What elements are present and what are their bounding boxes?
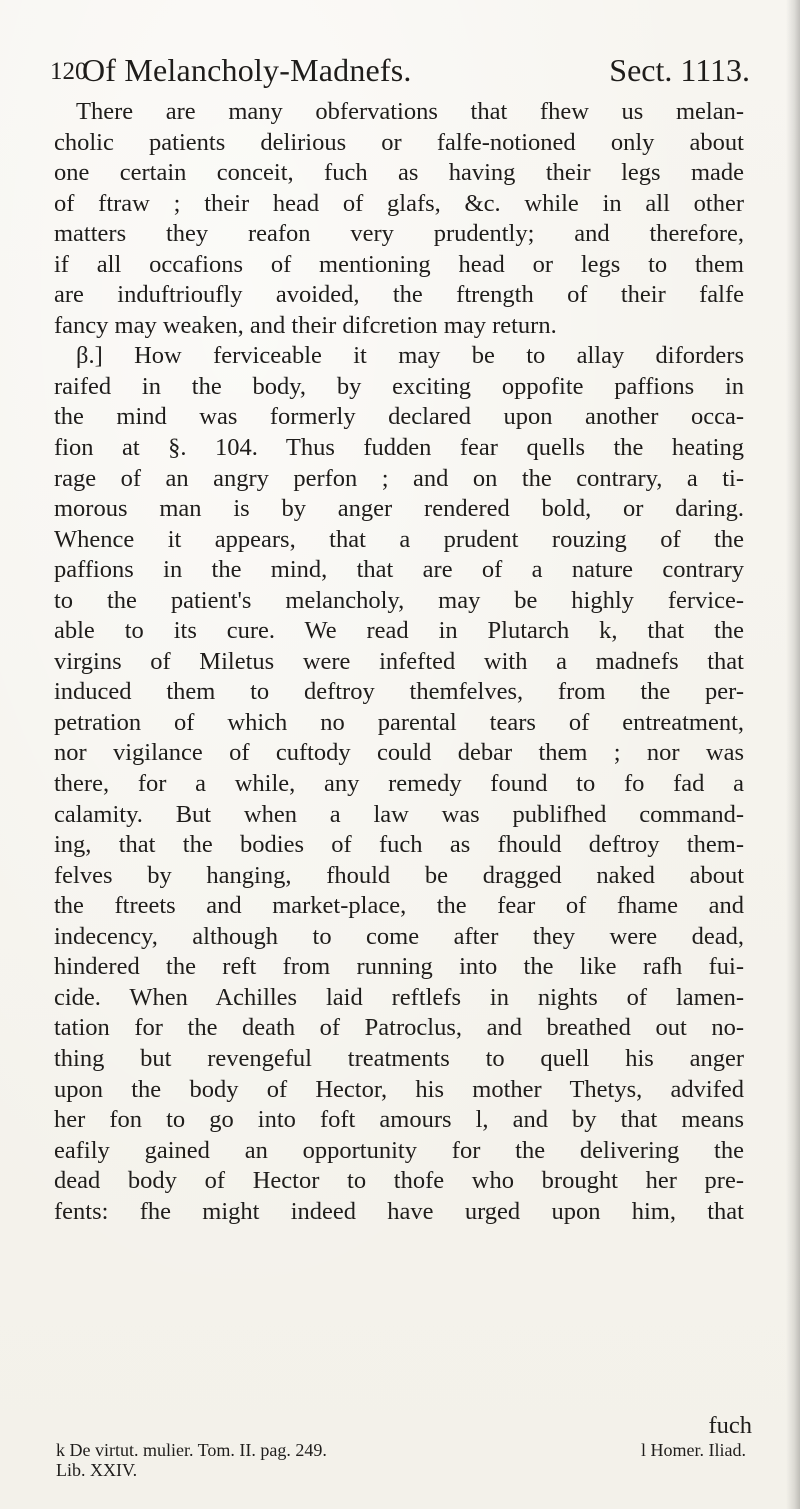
running-title: Of Melancholy-Madnefs. — [82, 52, 412, 88]
text-line: tation for the death of Patroclus, and breathed out no- — [54, 1014, 744, 1042]
text-line: virgins of Miletus were infefted with a madnefs that — [54, 647, 744, 675]
text-line: There are many obfervations that fhew us melan- — [76, 98, 744, 125]
footnote-k-line: Lib. XXIV. — [56, 1460, 138, 1480]
text-line: raifed in the body, by exciting oppofite paffions in — [54, 372, 744, 400]
text-line: dead body of Hector to thofe who brought her pre- — [54, 1167, 744, 1195]
page-header — [50, 50, 750, 90]
body-text — [54, 97, 744, 1227]
text-line: fancy may weaken, and their difcretion may return. — [54, 311, 557, 339]
text-line: morous man is by anger rendered bold, or daring. — [54, 495, 744, 523]
text-line: eafily gained an opportunity for the delivering the — [54, 1136, 744, 1164]
page-number: 120 — [50, 58, 88, 85]
text-line: hindered the reft from running into the like rafh fui- — [54, 953, 744, 981]
text-line: the ftreets and market-place, the fear of fhame and — [54, 892, 744, 920]
text-line: are induftrioufly avoided, the ftrength of their falfe — [54, 281, 744, 309]
section-reference: Sect. 1113. — [609, 52, 750, 88]
footnote-k-line: k De virtut. mulier. Tom. II. pag. 249. — [56, 1440, 327, 1460]
text-line: fents: fhe might indeed have urged upon him, that — [54, 1197, 744, 1225]
text-line: β.] How ferviceable it may be to allay diforders — [76, 342, 744, 370]
text-line: thing but revengeful treatments to quell his anger — [54, 1044, 744, 1072]
text-line: one certain conceit, fuch as having their legs made — [54, 159, 744, 187]
text-line: to the patient's melancholy, may be highly fervice- — [54, 586, 744, 614]
text-line: calamity. But when a law was publifhed command- — [54, 800, 744, 828]
text-line: upon the body of Hector, his mother Thetys, advifed — [54, 1075, 744, 1103]
text-line: ing, that the bodies of fuch as fhould deftroy them- — [54, 831, 744, 859]
page-edge-shadow — [786, 0, 800, 1509]
text-line: the mind was formerly declared upon another occa- — [54, 403, 744, 431]
text-line: her fon to go into foft amours l, and by that means — [54, 1106, 744, 1134]
text-line: matters they reafon very prudently; and therefore, — [54, 220, 744, 248]
text-line: felves by hanging, fhould be dragged naked about — [54, 861, 744, 889]
text-line: induced them to deftroy themfelves, from the per- — [54, 678, 744, 706]
text-line: able to its cure. We read in Plutarch k, that the — [54, 617, 744, 645]
text-line: paffions in the mind, that are of a nature contrary — [54, 556, 744, 584]
text-line: cholic patients delirious or falfe-notioned only about — [54, 128, 744, 156]
text-line: cide. When Achilles laid reftlefs in nights of lamen- — [54, 983, 744, 1011]
text-line: rage of an angry perfon ; and on the contrary, a ti- — [54, 464, 744, 492]
text-line: fion at §. 104. Thus fudden fear quells the heating — [54, 434, 744, 462]
footnote-k — [56, 1440, 476, 1480]
text-line: of ftraw ; their head of glafs, &c. while in all other — [54, 189, 744, 217]
text-line: indecency, although to come after they were dead, — [54, 922, 744, 950]
text-line: Whence it appears, that a prudent rouzing of the — [54, 525, 744, 553]
text-line: nor vigilance of cuftody could debar them ; nor was — [54, 739, 744, 767]
catchword: fuch — [708, 1412, 752, 1439]
text-line: petration of which no parental tears of entreatment, — [54, 708, 744, 736]
text-line: if all occafions of mentioning head or legs to them — [54, 250, 744, 278]
footnote-l: l Homer. Iliad. — [641, 1440, 746, 1460]
text-line: there, for a while, any remedy found to fo fad a — [54, 770, 744, 798]
